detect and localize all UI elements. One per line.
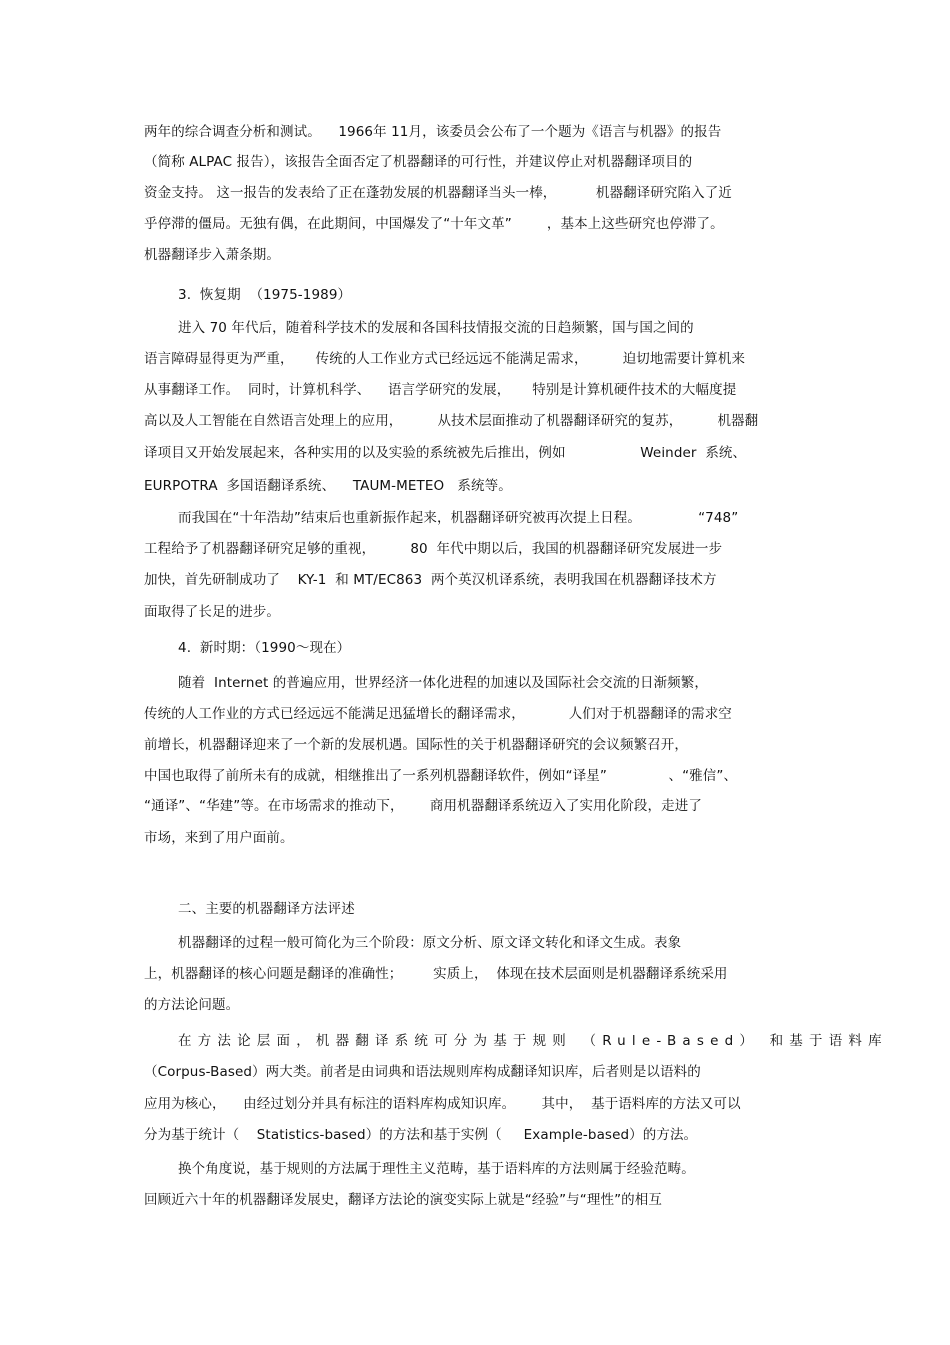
- paragraph-line: 资金支持。 这一报告的发表给了正在蓬勃发展的机器翻译当头一棒， 机器翻译研究陷入了近: [144, 185, 732, 201]
- paragraph-line: EURPOTRA 多国语翻译系统、 TAUM-METEO 系统等。: [144, 478, 512, 494]
- paragraph-line: 机器翻译步入萧条期。: [144, 247, 280, 263]
- paragraph-line: 乎停滞的僵局。无独有偶，在此期间，中国爆发了“十年文革” ，基本上这些研究也停滞了。: [144, 216, 724, 232]
- section-heading-recovery: 3. 恢复期 （1975-1989）: [178, 287, 352, 303]
- paragraph-line: 而我国在“十年浩劫”结束后也重新振作起来，机器翻译研究被再次提上日程。 “748”: [178, 510, 739, 526]
- paragraph-line: 两年的综合调查分析和测试。 1966年 11月，该委员会公布了一个题为《语言与机器》的报告: [144, 124, 722, 140]
- section-heading-new-era: 4. 新时期：（1990～现在）: [178, 640, 351, 656]
- paragraph-line: 随着 Internet 的普遍应用，世界经济一体化进程的加速以及国际社会交流的日渐频繁，: [178, 675, 708, 691]
- paragraph-line: 回顾近六十年的机器翻译发展史，翻译方法论的演变实际上就是“经验”与“理性”的相互: [144, 1192, 662, 1208]
- paragraph-line: 高以及人工智能在自然语言处理上的应用， 从技术层面推动了机器翻译研究的复苏， 机器翻: [144, 413, 759, 429]
- paragraph-line: （Corpus-Based）两大类。前者是由词典和语法规则库构成翻译知识库，后者则是以语料的: [144, 1064, 701, 1080]
- paragraph-line: 中国也取得了前所未有的成就，相继推出了一系列机器翻译软件，例如“译星” 、“雅信”、: [144, 768, 738, 784]
- paragraph-line: 译项目又开始发展起来，各种实用的以及实验的系统被先后推出，例如 Weinder 系统、: [144, 445, 747, 461]
- paragraph-line: 面取得了长足的进步。: [144, 604, 280, 620]
- paragraph-line: 加快，首先研制成功了 KY-1 和 MT/EC863 两个英汉机译系统，表明我国在机器翻译技术方: [144, 572, 717, 588]
- paragraph-line: 从事翻译工作。 同时，计算机科学、 语言学研究的发展， 特别是计算机硬件技术的大幅度提: [144, 382, 737, 398]
- paragraph-line: 的方法论问题。: [144, 997, 240, 1013]
- paragraph-line: 传统的人工作业的方式已经远远不能满足迅猛增长的翻译需求， 人们对于机器翻译的需求空: [144, 706, 732, 722]
- paragraph-line: 前增长，机器翻译迎来了一个新的发展机遇。国际性的关于机器翻译研究的会议频繁召开，: [144, 737, 688, 753]
- paragraph-line: 分为基于统计（ Statistics-based）的方法和基于实例（ Example-based）的方法。: [144, 1127, 698, 1143]
- paragraph-line: 应用为核心， 由经过划分并具有标注的语料库构成知识库。 其中， 基于语料库的方法又可以: [144, 1096, 741, 1112]
- paragraph-line: 语言障碍显得更为严重， 传统的人工作业方式已经远远不能满足需求， 迫切地需要计算机来: [144, 351, 746, 367]
- paragraph-line: 进入 70 年代后，随着科学技术的发展和各国科技情报交流的日趋频繁，国与国之间的: [178, 320, 694, 336]
- paragraph-line: “通译”、“华建”等。在市场需求的推动下， 商用机器翻译系统迈入了实用化阶段，走进了: [144, 798, 702, 814]
- paragraph-line: 工程给予了机器翻译研究足够的重视， 80 年代中期以后，我国的机器翻译研究发展进一步: [144, 541, 723, 557]
- paragraph-line: 换个角度说，基于规则的方法属于理性主义范畴，基于语料库的方法则属于经验范畴。: [178, 1161, 695, 1177]
- paragraph-line: 机器翻译的过程一般可简化为三个阶段：原文分析、原文译文转化和译文生成。表象: [178, 935, 682, 951]
- paragraph-line: 在方法论层面，机器翻译系统可分为基于规则 （Rule-Based） 和基于语料库: [178, 1033, 888, 1049]
- paragraph-line: 上，机器翻译的核心问题是翻译的准确性； 实质上， 体现在技术层面则是机器翻译系统采用: [144, 966, 728, 982]
- paragraph-line: （简称 ALPAC 报告），该报告全面否定了机器翻译的可行性，并建议停止对机器翻译项目的: [144, 154, 693, 170]
- paragraph-line: 市场，来到了用户面前。: [144, 830, 294, 846]
- section-heading-methods: 二、主要的机器翻译方法评述: [178, 901, 355, 917]
